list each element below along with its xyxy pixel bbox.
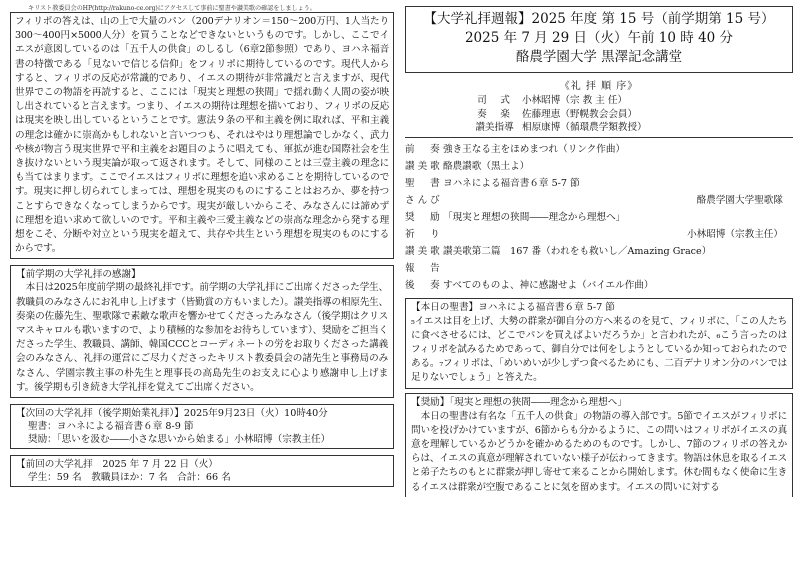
order-row — [405, 226, 793, 243]
next-service-scripture: 聖書：ヨハネによる福音書６章 8-9 節 — [28, 421, 194, 433]
order-right-text: 小林昭博（宗教主任） — [687, 228, 783, 240]
scripture-body: ₅イエスは目を上げ、大勢の群衆が御自分の方へ来るのを見て、フィリポに、「この人たちに食べさせるには、どこでパンを買えばよいだろうか」と言われたが、₆こう言ったのはフィリポを試みるためであって、御自分では何をしようとしているか知っておられたのである。₇フィリポは、「めいめいが少しずつ食べるためにも、二百デナリオン分のパンでは足りないでしょう」と答えた。 — [411, 315, 787, 384]
prev-service-title: 【前回の大学礼拝 2025 年 7 月 22 日（火） — [16, 459, 218, 471]
order-label: 報 告 — [405, 262, 443, 274]
staff-value: 佐藤理恵（野幌教会会員） — [522, 108, 638, 120]
order-text: ヨハネによる福音書６章 5-7 節 — [443, 177, 580, 189]
left-column — [10, 12, 394, 487]
prev-service-attendance: 学生：59 名 教職員ほか：7 名 合計：66 名 — [28, 472, 231, 484]
main-paragraph: フィリポの答えは、山の上で大量のパン（200デナリオン＝150〜200万円、1人当たり300〜400円×5000人分）を買うことなどできないというものです。しかし、ここでイエスが意図しているのは「五千人の供食」のしるし（6章2節参照）であり、ヨハネ福音書の特徴である「見ないで信じる信仰」をフィリポに期待しているのです。現代人からすると、フィリポの反応が常識的であり、イエスの期待が非常識だと言えますが、現代世界でこの物語を再読すると、ここには「現実と理想の狭間」で揺れ動く人間の姿が映し出されていると言えます。つまり、イエスの期待は理想を描いており、フィリポの反応は現実を映し出しているということです。憲法９条の平和主義を例に取れば、平和主義の理念は確かに崇高かもしれないと言いつつも、それはやはり理想論でしかなく、武力や核が物言う現実世界で平和主義をお題目のように唱えても、軍拡が進む国際社会を生き抜けないという現実論が取って返されます。そして、同様のことは三壹主義の理念にも当てはまります。ここでイエスはフィリポに理想を追い求めることを期待しているのです。現実に押し切られてしまっては、理想を現実のものにすることはおろか、夢を持つことすらできなくなってしまうからです。現実が厳しいからこそ、みなさんには諦めずに理想を追い求めて欲しいのです。平和主義や三愛主義などの崇高な理念から発する理想をこそ、分断や対立という現実を超えて、共存や共生という理想を現実のものにするからです。 — [15, 16, 389, 255]
next-service-title: 【次回の大学礼拝（後学期始業礼拝）】2025年9月23日（火）10時40分 — [16, 408, 328, 420]
order-label: 祈 り — [405, 228, 443, 240]
bulletin-header — [405, 6, 793, 73]
order-list — [405, 137, 793, 294]
header-title: 【大学礼拝週報】2025 年度 第 15 号（前学期第 15 号） — [423, 11, 775, 27]
thanks-box — [10, 265, 394, 398]
top-note: キリスト教委員会のHP(http://rakuno-ce.org)にアクセスして事前に聖書や讃美歌の確認をしましょう。 — [28, 5, 316, 12]
thanks-body: 本日は2025年度前学期の最終礼拝です。前学期の大学礼拝にご出席くださった学生、教職員のみなさんにお礼申し上げます（皆勤賞の方もいました）。讃美指導の相原先生、奏楽の佐藤先生、聖歌隊で素敵な歌声を響かせてくださったみなさん（後学期はクリスマスキャロルも歌いますので、より積極的な参加をお待ちしています）、奨励をご担当くださった学生、教職員、講師、韓国CCCとコーディネートの労をお取りくださった講義会のみなさん、礼拝の運営にご尽力くださったキリスト教委員会の諸先生と事務局のみなさん、学園宗教主事の朴先生と理事長の高島先生のお支えに心より感謝申し上げます。後学期も引き続き大学礼拝を覚えてご出席ください。 — [16, 282, 388, 393]
order-label: 聖 書 — [405, 177, 443, 189]
order-row — [405, 277, 793, 294]
order-text: 酪農讃歌（黒土よ） — [443, 160, 530, 172]
order-row — [405, 209, 793, 226]
order-text: 「現実と理想の狭間――理念から理想へ」 — [443, 211, 626, 223]
header-date: 2025 年 7 月 29 日（火）午前 10 時 40 分 — [464, 30, 734, 46]
order-label: 讃美歌 — [405, 245, 443, 257]
order-label: 讃美歌 — [405, 160, 443, 172]
sermon-box — [405, 393, 793, 497]
order-right-text: 酪農学園大学聖歌隊 — [696, 194, 783, 206]
staff-value: 小林昭博（宗 教 主 任） — [522, 95, 628, 106]
main-text-box — [10, 12, 394, 259]
order-row — [405, 158, 793, 175]
staff-row — [405, 121, 793, 135]
sermon-title: 【奨励】「現実と理想の狭間――理念から理想へ」 — [411, 396, 627, 408]
order-text — [443, 260, 793, 277]
order-row — [405, 243, 793, 260]
staff-row — [405, 108, 793, 122]
order-title: 《礼 拝 順 序》 — [559, 81, 639, 92]
staff-row — [405, 94, 793, 108]
order-label: 前 奏 — [405, 143, 443, 155]
scripture-box — [405, 298, 793, 389]
order-row — [405, 192, 793, 209]
order-row — [405, 175, 793, 192]
order-row — [405, 260, 793, 277]
thanks-title: 【前学期の大学礼拝の感謝】 — [16, 269, 141, 281]
staff-value: 相原康博（循環農学類教授） — [522, 122, 647, 133]
staff-label: 奏 楽 — [477, 108, 512, 120]
sermon-body: 本日の聖書は有名な「五千人の供食」の物語の導入部です。5節でイエスがフィリポに問いを投げかけていますが、6節からも分かるように、この問いはフィリポがイエスの真意を理解しているかどうかを確かめるためのものです。しかし、7節のフィリポの答えからは、イエスの真意が理解されていない様子が伝わってきます。物語は休息を取るイエスと弟子たちのもとに群衆が押し寄せて来ることから開始します。休む間もなく使命に生きるイエスは群衆が空腹であることに気を留めます。イエスの問いに対する — [411, 410, 787, 493]
header-venue: 酪農学園大学 黒澤記念講堂 — [515, 49, 683, 65]
next-service-box — [10, 404, 394, 449]
scripture-title: 【本日の聖書】ヨハネによる福音書６章 5-7 節 — [411, 301, 615, 313]
right-column — [405, 6, 793, 497]
order-text: すべてのものよ、神に感謝せよ（バイエル作曲） — [443, 279, 654, 291]
order-label: 奨 励 — [405, 211, 443, 223]
order-label: 後 奏 — [405, 279, 443, 291]
order-text: 讃美歌第二篇 167 番（われをも救いし／Amazing Grace） — [443, 245, 712, 257]
order-label: さんび — [405, 194, 443, 206]
staff-label: 司 式 — [477, 95, 512, 106]
prev-service-box — [10, 455, 394, 487]
staff-label: 讃美指導 — [475, 122, 514, 133]
staff-list — [405, 94, 793, 135]
next-service-sermon: 奨励：「思いを汲む――小さな思いから始まる」小林昭博（宗教主任） — [28, 434, 331, 446]
order-text: 強き王なる主をほめまつれ（リンク作曲） — [443, 143, 626, 155]
order-row — [405, 141, 793, 158]
